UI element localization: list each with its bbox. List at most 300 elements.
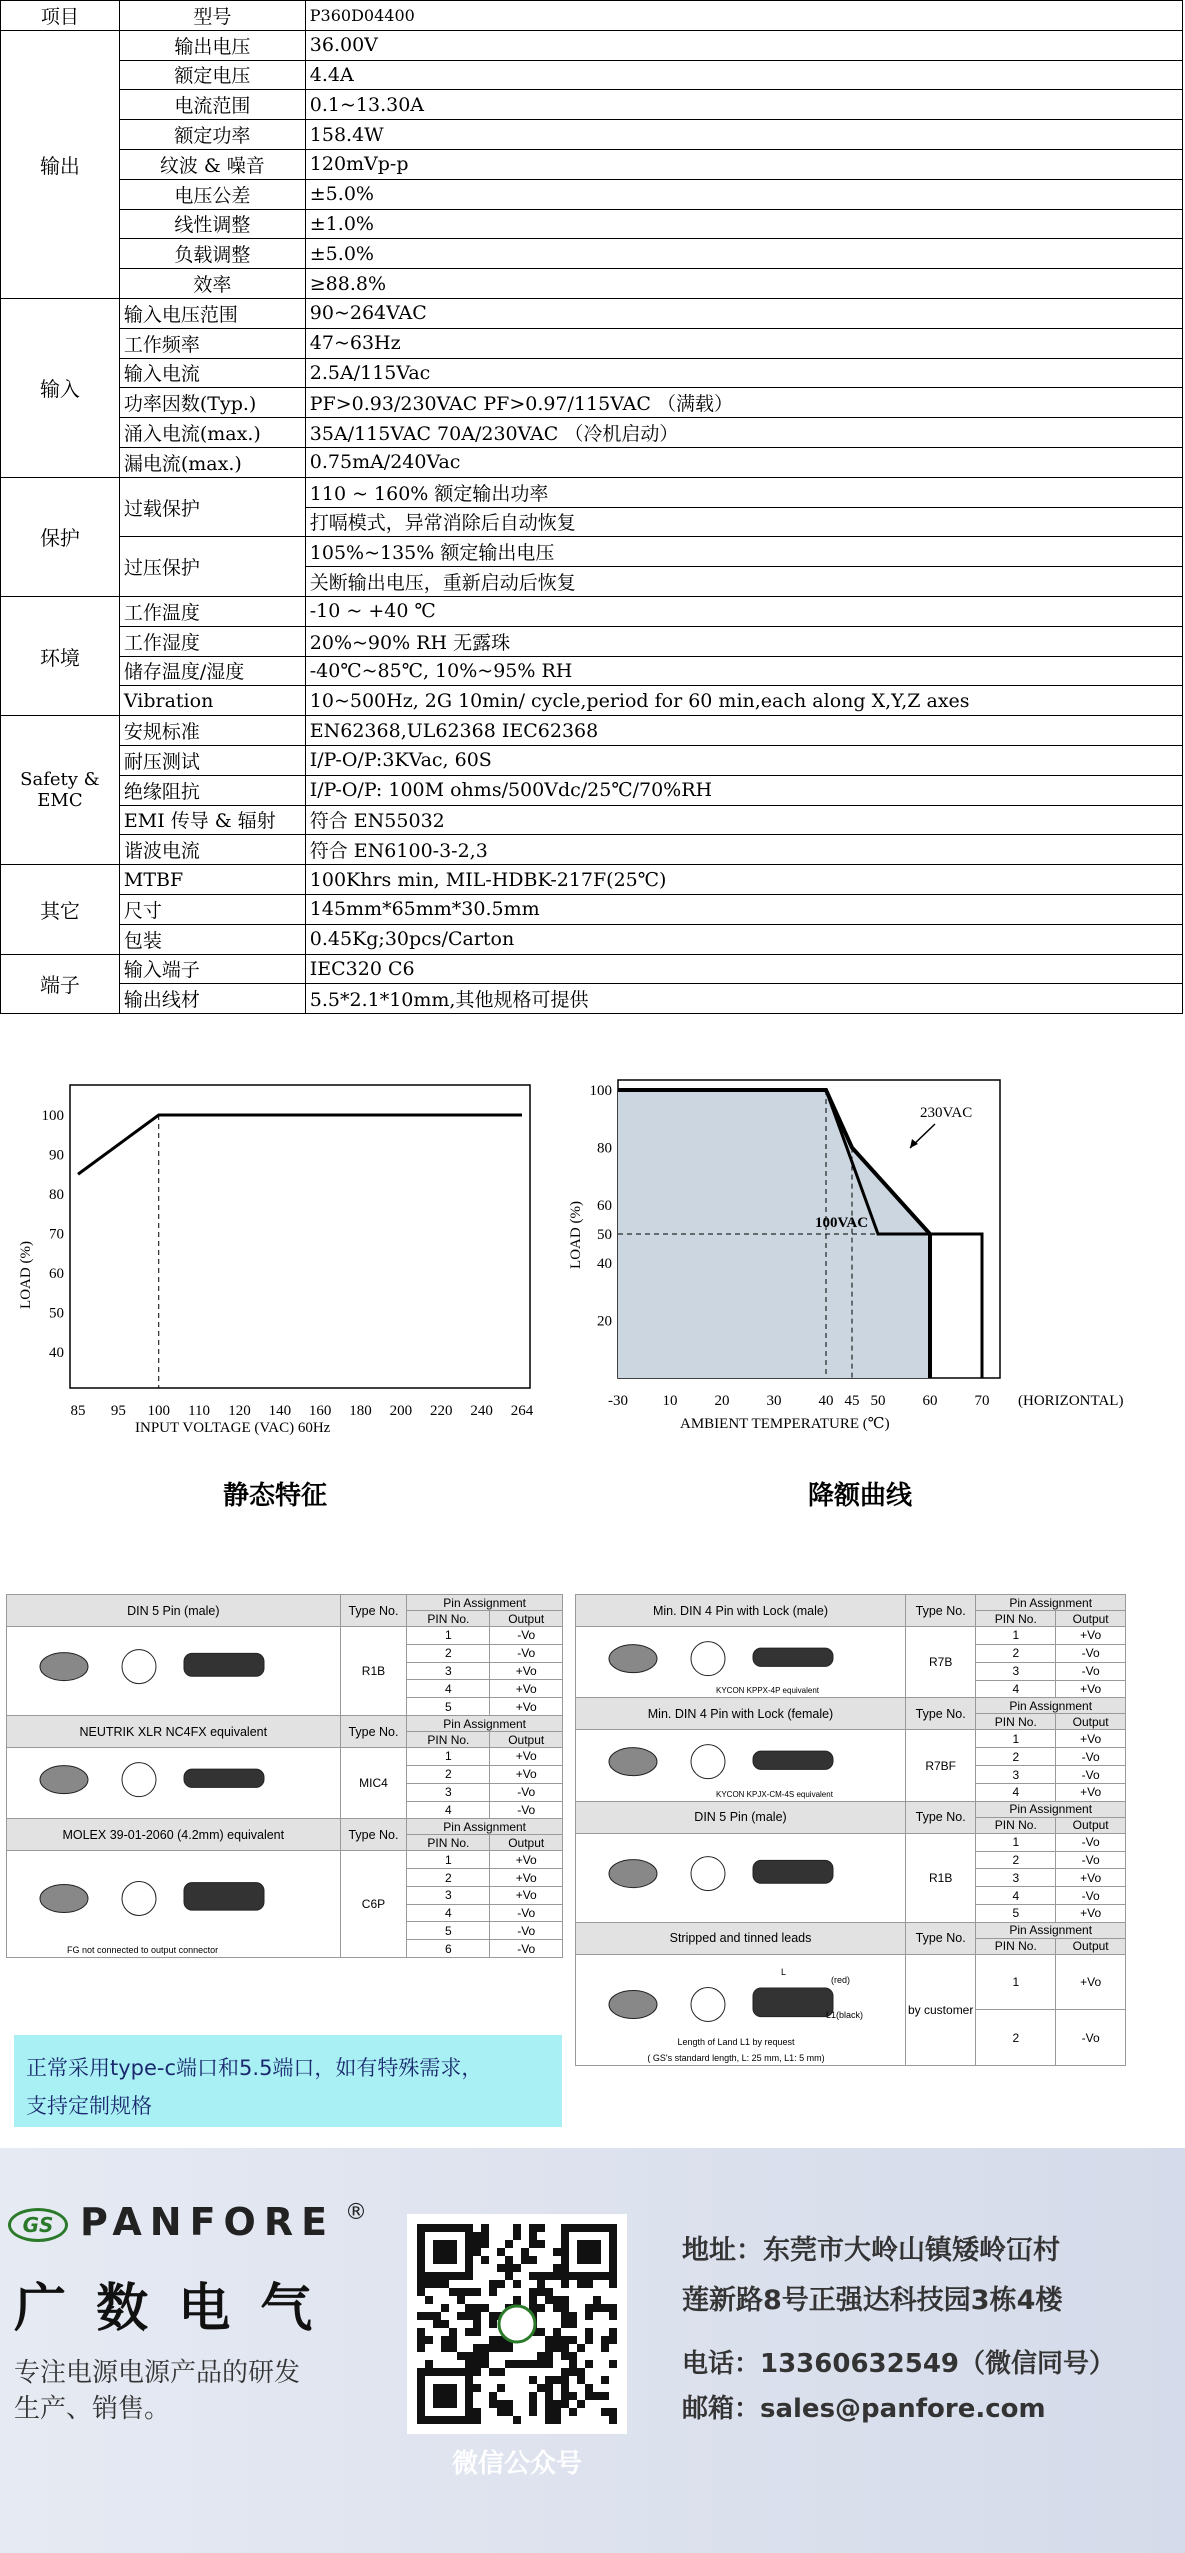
chart1-x-tick: 100 <box>147 1403 170 1419</box>
qr-module <box>481 2240 489 2248</box>
qr-module <box>585 2384 593 2392</box>
qr-module <box>609 2416 617 2424</box>
qr-module <box>481 2256 489 2264</box>
spec-param: 输入电流 <box>119 358 305 388</box>
qr-module <box>593 2392 601 2400</box>
qr-module <box>561 2384 569 2392</box>
qr-module <box>449 2344 457 2352</box>
spec-param: 电压公差 <box>119 179 305 209</box>
spec-value: 0.45Kg;30pcs/Carton <box>305 924 1182 954</box>
spec-row <box>1 298 1183 328</box>
pin-number: 4 <box>976 1680 1056 1698</box>
qr-module <box>545 2400 553 2408</box>
qr-module <box>417 2328 425 2336</box>
pin-output: -Vo <box>490 1783 563 1801</box>
spec-row <box>1 269 1183 299</box>
chart2-x-tick: 60 <box>922 1393 938 1409</box>
spec-param: 谐波电流 <box>119 835 305 865</box>
qr-module <box>513 2280 521 2288</box>
spec-param: 输入端子 <box>119 954 305 984</box>
qr-module <box>489 2336 497 2344</box>
qr-module <box>553 2248 561 2256</box>
input-section <box>1 298 1183 477</box>
qr-module <box>473 2344 481 2352</box>
connector-type-no: by customer <box>906 1954 976 2065</box>
qr-module <box>441 2280 449 2288</box>
environment-section <box>1 596 1183 715</box>
spec-row <box>1 179 1183 209</box>
qr-module <box>609 2312 617 2320</box>
qr-module <box>537 2304 545 2312</box>
brand-registered: ® <box>345 2200 367 2225</box>
spec-value: 4.4A <box>305 60 1182 90</box>
qr-module <box>457 2352 465 2360</box>
qr-label: 微信公众号 <box>451 2449 582 2479</box>
output-header: Output <box>1056 1817 1126 1833</box>
spec-param: MTBF <box>119 865 305 895</box>
qr-module <box>529 2232 537 2240</box>
slogan-line1: 专注电源电源产品的研发 <box>14 2358 301 2388</box>
qr-module <box>433 2320 441 2328</box>
qr-module <box>497 2248 505 2256</box>
spec-row <box>1 90 1183 120</box>
spec-value: ±5.0% <box>305 179 1182 209</box>
spec-param: 安规标准 <box>119 716 305 746</box>
spec-param: 漏电流(max.) <box>119 447 305 477</box>
spec-param: 涌入电流(max.) <box>119 418 305 448</box>
spec-row <box>1 656 1183 686</box>
qr-module <box>529 2360 537 2368</box>
email: 邮箱：sales@panfore.com <box>682 2394 1046 2424</box>
type-no-header: Type No. <box>340 1716 407 1748</box>
qr-module <box>569 2368 577 2376</box>
spec-param: 工作湿度 <box>119 626 305 656</box>
section-label: 其它 <box>1 865 120 954</box>
qr-module <box>505 2256 513 2264</box>
qr-module <box>585 2304 593 2312</box>
pin-assignment-header: Pin Assignment <box>976 1922 1126 1938</box>
chart1-x-tick: 220 <box>430 1403 453 1419</box>
chart1-y-tick: 80 <box>49 1187 64 1203</box>
lead-note: Length of Land L1 by request <box>677 2036 795 2047</box>
qr-module <box>529 2408 537 2416</box>
qr-finder <box>577 2240 601 2264</box>
connector-type-no: R1B <box>340 1627 407 1716</box>
pin-output: -Vo <box>1056 1851 1126 1869</box>
connector-header-row <box>576 1922 1126 1938</box>
chart1-x-tick: 85 <box>70 1403 86 1419</box>
pin-number: 2 <box>976 2010 1056 2066</box>
qr-module <box>609 2408 617 2416</box>
qr-module <box>553 2328 561 2336</box>
qr-module <box>473 2288 481 2296</box>
pin-output: -Vo <box>1056 2010 1126 2066</box>
chart1-x-tick: 120 <box>228 1403 251 1419</box>
spec-value: ≥88.8% <box>305 269 1182 299</box>
connector-header-row <box>7 1716 563 1732</box>
pin-number: 2 <box>407 1869 490 1887</box>
note-line1: 正常采用type-c端口和5.5端口，如有特殊需求， <box>26 2056 483 2080</box>
qr-finder <box>433 2240 457 2264</box>
chart1-title: 静态特征 <box>222 1481 327 1511</box>
spec-row <box>1 418 1183 448</box>
pin-no-header: PIN No. <box>976 1611 1056 1627</box>
pin-assignment-header: Pin Assignment <box>407 1595 563 1611</box>
output-header: Output <box>1056 1938 1126 1954</box>
qr-module <box>537 2272 545 2280</box>
slogan-line2: 生产、销售。 <box>14 2394 171 2424</box>
qr-module <box>473 2248 481 2256</box>
spec-value: PF>0.93/230VAC PF>0.97/115VAC （满载） <box>305 388 1182 418</box>
qr-module <box>545 2384 553 2392</box>
qr-module <box>521 2360 529 2368</box>
qr-module <box>481 2352 489 2360</box>
pin-number: 4 <box>976 1783 1056 1801</box>
pin-number: 4 <box>407 1801 490 1819</box>
pin-number: 2 <box>407 1644 490 1662</box>
section-label <box>1 716 120 865</box>
qr-module <box>545 2288 553 2296</box>
charts-area <box>0 1060 1185 1540</box>
connector-title: NEUTRIK XLR NC4FX equivalent <box>7 1716 341 1748</box>
spec-row <box>1 239 1183 269</box>
chart2-x-tick: 30 <box>766 1393 782 1409</box>
pin-output: +Vo <box>490 1765 563 1783</box>
qr-module <box>465 2288 473 2296</box>
spec-row <box>1 149 1183 179</box>
spec-param: 电流范围 <box>119 90 305 120</box>
qr-module <box>441 2344 449 2352</box>
qr-module <box>529 2272 537 2280</box>
section-label-line: Safety & <box>20 769 100 791</box>
qr-module <box>481 2232 489 2240</box>
pin-output: -Vo <box>1056 1887 1126 1905</box>
qr-module <box>497 2400 505 2408</box>
qr-module <box>417 2280 425 2288</box>
pin-output: -Vo <box>1056 1748 1126 1766</box>
pin-output: +Vo <box>1056 1680 1126 1698</box>
qr-module <box>497 2344 505 2352</box>
spec-param: 尺寸 <box>119 894 305 924</box>
pin-output: +Vo <box>1056 1869 1126 1887</box>
spec-param: 工作温度 <box>119 596 305 626</box>
qr-module <box>473 2240 481 2248</box>
pin-number: 1 <box>407 1748 490 1766</box>
qr-module <box>609 2336 617 2344</box>
qr-module <box>489 2368 497 2376</box>
overload-line2: 打嗝模式，异常消除后自动恢复 <box>305 507 1182 537</box>
phone: 电话：13360632549（微信同号） <box>682 2349 1115 2379</box>
chart2-y-tick: 60 <box>597 1198 612 1215</box>
qr-module <box>601 2392 609 2400</box>
qr-module <box>553 2296 561 2304</box>
derating-curve-chart <box>568 1080 1123 1432</box>
lead-label: L1(black) <box>826 2009 864 2020</box>
pin-output: +Vo <box>490 1869 563 1887</box>
chart1-y-tick: 100 <box>41 1108 64 1124</box>
qr-module <box>529 2392 537 2400</box>
qr-module <box>553 2272 561 2280</box>
qr-module <box>537 2224 545 2232</box>
qr-module <box>489 2288 497 2296</box>
pin-row <box>7 1748 563 1766</box>
qr-module <box>505 2272 513 2280</box>
qr-module <box>529 2240 537 2248</box>
other-section <box>1 865 1183 954</box>
type-no-header: Type No. <box>906 1698 976 1730</box>
qr-module <box>513 2264 521 2272</box>
address-line2: 莲新路8号正强达科技园3栋4楼 <box>682 2285 1063 2316</box>
qr-module <box>545 2344 553 2352</box>
pin-number: 2 <box>976 1644 1056 1662</box>
spec-row <box>1 745 1183 775</box>
qr-module <box>489 2400 497 2408</box>
qr-module <box>529 2296 537 2304</box>
company-name: 广 数 电 气 <box>14 2279 319 2339</box>
qr-module <box>425 2296 433 2304</box>
pin-assignment-header: Pin Assignment <box>976 1595 1126 1611</box>
qr-module <box>505 2400 513 2408</box>
qr-module <box>601 2336 609 2344</box>
qr-module <box>545 2336 553 2344</box>
spec-value: -40℃~85℃, 10%~95% RH <box>305 656 1182 686</box>
connector-type-no: MIC4 <box>340 1748 407 1819</box>
qr-module <box>577 2280 585 2288</box>
qr-module <box>585 2280 593 2288</box>
chart2-x-tick: 20 <box>714 1393 730 1409</box>
qr-module <box>425 2312 433 2320</box>
chart2-x-label-right: (HORIZONTAL) <box>1018 1393 1124 1409</box>
qr-module <box>537 2328 545 2336</box>
qr-module <box>537 2384 545 2392</box>
chart1-x-tick: 264 <box>510 1403 534 1419</box>
qr-module <box>473 2408 481 2416</box>
chart2-legend-230: 230VAC <box>920 1105 973 1121</box>
qr-code-icon <box>417 2224 617 2424</box>
pin-no-header: PIN No. <box>976 1714 1056 1730</box>
spec-row <box>1 775 1183 805</box>
qr-module <box>457 2312 465 2320</box>
connector-header-row <box>576 1698 1126 1714</box>
spec-table <box>0 0 1183 1014</box>
lead-label: (red) <box>831 1974 851 1985</box>
qr-module <box>537 2280 545 2288</box>
qr-module <box>585 2328 593 2336</box>
qr-module <box>545 2360 553 2368</box>
chart2-legend-100: 100VAC <box>815 1215 869 1231</box>
pin-output: -Vo <box>490 1627 563 1645</box>
qr-module <box>529 2376 537 2384</box>
spec-param: 线性调整 <box>119 209 305 239</box>
pin-output: +Vo <box>1056 1730 1126 1748</box>
qr-module <box>489 2312 497 2320</box>
spec-row <box>1 686 1183 716</box>
qr-module <box>561 2344 569 2352</box>
spec-param: 耐压测试 <box>119 745 305 775</box>
spec-row <box>1 984 1183 1014</box>
connector-title: Min. DIN 4 Pin with Lock (male) <box>576 1595 906 1627</box>
header-item: 项目 <box>1 1 120 31</box>
qr-module <box>569 2392 577 2400</box>
pin-no-header: PIN No. <box>976 1817 1056 1833</box>
qr-module <box>433 2312 441 2320</box>
qr-module <box>473 2232 481 2240</box>
qr-module <box>585 2360 593 2368</box>
connector-header-row <box>7 1819 563 1835</box>
spec-param: 输出电压 <box>119 30 305 60</box>
connector-drawing <box>576 1833 906 1922</box>
spec-value: 36.00V <box>305 30 1182 60</box>
pin-assignment-header: Pin Assignment <box>407 1716 563 1732</box>
pin-output: +Vo <box>1056 1904 1126 1922</box>
pin-number: 2 <box>976 1748 1056 1766</box>
qr-module <box>593 2296 601 2304</box>
spec-row <box>1 954 1183 984</box>
pin-output: -Vo <box>1056 1766 1126 1784</box>
spec-value: 35A/115VAC 70A/230VAC （冷机启动） <box>305 418 1182 448</box>
qr-code <box>407 2214 627 2434</box>
pin-number: 4 <box>976 1887 1056 1905</box>
qr-module <box>609 2328 617 2336</box>
qr-module <box>465 2304 473 2312</box>
qr-module <box>545 2352 553 2360</box>
connector-type-no: R1B <box>906 1833 976 1922</box>
type-no-header: Type No. <box>340 1819 407 1851</box>
overload-label: 过载保护 <box>119 477 305 537</box>
qr-module <box>481 2360 489 2368</box>
spec-param: 储存温度/湿度 <box>119 656 305 686</box>
qr-module <box>481 2344 489 2352</box>
connector-drawing <box>7 1748 341 1819</box>
chart1-y-tick: 40 <box>49 1345 64 1361</box>
spec-value: I/P-O/P: 100M ohms/500Vdc/25℃/70%RH <box>305 775 1182 805</box>
pin-output: +Vo <box>490 1851 563 1869</box>
qr-module <box>513 2360 521 2368</box>
qr-module <box>449 2336 457 2344</box>
qr-module <box>553 2336 561 2344</box>
spec-value: ±5.0% <box>305 239 1182 269</box>
pin-assignment-header: Pin Assignment <box>976 1801 1126 1817</box>
spec-row <box>1 60 1183 90</box>
note-box <box>14 2035 562 2127</box>
qr-module <box>545 2392 553 2400</box>
overvoltage-line1: 105%~135% 额定输出电压 <box>305 537 1182 567</box>
pin-number: 2 <box>976 1851 1056 1869</box>
qr-module <box>545 2408 553 2416</box>
qr-module <box>561 2296 569 2304</box>
pin-number: 1 <box>976 1730 1056 1748</box>
qr-module <box>441 2320 449 2328</box>
section-label: 输入 <box>1 298 120 477</box>
spec-row <box>1 805 1183 835</box>
pin-row <box>7 1851 563 1869</box>
qr-module <box>417 2344 425 2352</box>
pin-output: +Vo <box>490 1748 563 1766</box>
qr-module <box>545 2416 553 2424</box>
spec-row <box>1 924 1183 954</box>
spec-param: 额定电压 <box>119 60 305 90</box>
qr-module <box>529 2224 537 2232</box>
spec-param: 效率 <box>119 269 305 299</box>
spec-value: 90~264VAC <box>305 298 1182 328</box>
chart2-y-tick: 40 <box>597 1255 612 1272</box>
pin-number: 1 <box>976 1954 1056 2010</box>
type-no-header: Type No. <box>906 1801 976 1833</box>
spec-param: Vibration <box>119 686 305 716</box>
qr-module <box>561 2400 569 2408</box>
connector-title: Min. DIN 4 Pin with Lock (female) <box>576 1698 906 1730</box>
qr-module <box>601 2344 609 2352</box>
pin-row <box>576 1954 1126 2010</box>
chart2-x-tick: -30 <box>608 1393 628 1409</box>
chart2-x-tick: 40 <box>818 1393 834 1409</box>
qr-module <box>449 2288 457 2296</box>
spec-value: 符合 EN55032 <box>305 805 1182 835</box>
spec-value: I/P-O/P:3KVac, 60S <box>305 745 1182 775</box>
qr-module <box>577 2368 585 2376</box>
chart2-x-tick: 70 <box>974 1393 990 1409</box>
spec-param: 输入电压范围 <box>119 298 305 328</box>
footer <box>0 2148 1185 2553</box>
chart2-y-tick: 100 <box>589 1083 612 1099</box>
output-header: Output <box>1056 1714 1126 1730</box>
qr-module <box>465 2352 473 2360</box>
qr-module <box>473 2352 481 2360</box>
qr-module <box>561 2368 569 2376</box>
qr-module <box>473 2384 481 2392</box>
pin-output: +Vo <box>490 1662 563 1680</box>
qr-module <box>585 2336 593 2344</box>
qr-module <box>609 2360 617 2368</box>
qr-module <box>545 2272 553 2280</box>
spec-value: -10 ~ +40 ℃ <box>305 596 1182 626</box>
connector-plug-icon <box>578 1834 903 1922</box>
header-model: 型号 <box>119 1 305 31</box>
note-line2: 支持定制规格 <box>26 2094 152 2118</box>
qr-module <box>417 2288 425 2296</box>
qr-module <box>489 2392 497 2400</box>
pin-output: +Vo <box>1056 1627 1126 1645</box>
connector-table-right <box>575 1594 1126 2066</box>
qr-module <box>441 2304 449 2312</box>
pin-output: -Vo <box>490 1644 563 1662</box>
spec-row <box>1 328 1183 358</box>
pin-number: 3 <box>976 1869 1056 1887</box>
qr-module <box>553 2408 561 2416</box>
output-header: Output <box>490 1732 563 1748</box>
pin-number: 5 <box>976 1904 1056 1922</box>
spec-value: 0.1~13.30A <box>305 90 1182 120</box>
chart2-x-tick: 50 <box>870 1393 886 1409</box>
qr-module <box>465 2360 473 2368</box>
qr-module <box>569 2336 577 2344</box>
spec-row <box>1 209 1183 239</box>
chart2-y-tick: 80 <box>597 1140 612 1157</box>
qr-module <box>545 2296 553 2304</box>
pin-output: -Vo <box>490 1940 563 1958</box>
qr-module <box>513 2296 521 2304</box>
spec-value: IEC320 C6 <box>305 954 1182 984</box>
spec-value: 120mVp-p <box>305 149 1182 179</box>
pin-number: 1 <box>976 1627 1056 1645</box>
connector-subtitle: KYCON KPJX-CM-4S equivalent <box>716 1789 833 1799</box>
overvoltage-label: 过压保护 <box>119 537 305 597</box>
qr-module <box>553 2304 561 2312</box>
qr-module <box>561 2280 569 2288</box>
connector-title: DIN 5 Pin (male) <box>7 1595 341 1627</box>
connector-title: DIN 5 Pin (male) <box>576 1801 906 1833</box>
qr-module <box>505 2240 513 2248</box>
